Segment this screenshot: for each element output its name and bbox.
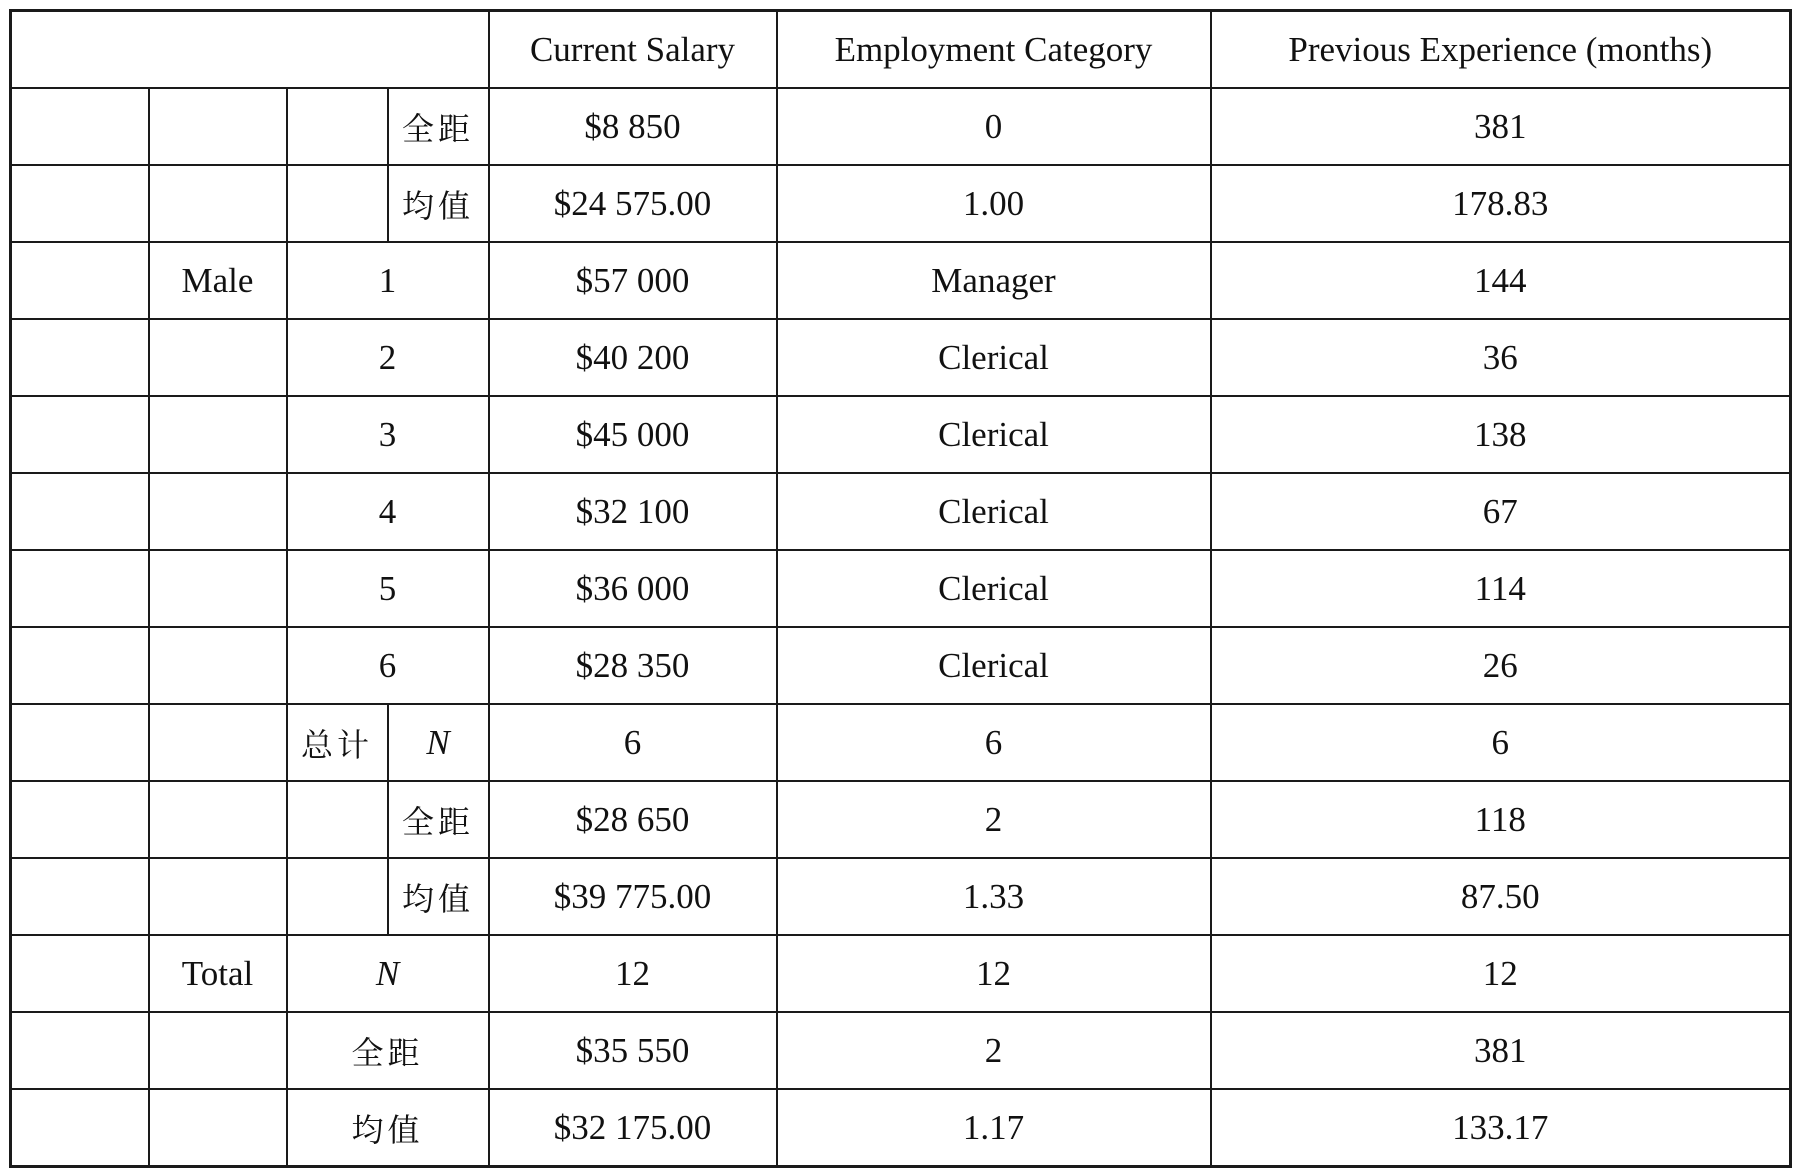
cell-employment-category: 1.33 [777, 858, 1211, 935]
empty-cell [149, 550, 287, 627]
cell-current-salary: $36 000 [489, 550, 777, 627]
table-row [11, 704, 1791, 781]
header-empty-cell [11, 11, 489, 89]
cell-employment-category: Clerical [777, 550, 1211, 627]
empty-cell [149, 88, 287, 165]
empty-cell [11, 781, 149, 858]
cell-employment-category: Manager [777, 242, 1211, 319]
empty-cell [149, 858, 287, 935]
cell-current-salary: $32 100 [489, 473, 777, 550]
empty-cell [11, 627, 149, 704]
empty-cell [11, 242, 149, 319]
empty-cell [11, 935, 149, 1012]
empty-cell [149, 396, 287, 473]
empty-cell [149, 473, 287, 550]
cell-previous-experience: 178.83 [1211, 165, 1791, 242]
cell-current-salary: $57 000 [489, 242, 777, 319]
cell-employment-category: 2 [777, 781, 1211, 858]
row-label: 全距 [388, 88, 489, 165]
table-wrapper [9, 9, 1789, 1149]
cell-current-salary: $28 350 [489, 627, 777, 704]
cell-previous-experience: 133.17 [1211, 1089, 1791, 1167]
subgroup-label-total: 总计 [287, 704, 388, 781]
cell-previous-experience: 381 [1211, 1012, 1791, 1089]
empty-cell [11, 858, 149, 935]
table-row [11, 396, 1791, 473]
empty-cell [11, 88, 149, 165]
empty-cell [11, 704, 149, 781]
empty-cell [149, 1012, 287, 1089]
cell-employment-category: Clerical [777, 627, 1211, 704]
row-label: N [388, 704, 489, 781]
cell-current-salary: 12 [489, 935, 777, 1012]
summary-statistics-table [9, 9, 1792, 1168]
table-row [11, 88, 1791, 165]
row-label: N [287, 935, 489, 1012]
cell-previous-experience: 67 [1211, 473, 1791, 550]
cell-current-salary: $32 175.00 [489, 1089, 777, 1167]
cell-current-salary: $39 775.00 [489, 858, 777, 935]
cell-employment-category: Clerical [777, 319, 1211, 396]
empty-cell [11, 396, 149, 473]
cell-current-salary: $28 650 [489, 781, 777, 858]
row-label: 4 [287, 473, 489, 550]
cell-employment-category: 2 [777, 1012, 1211, 1089]
cell-current-salary: $24 575.00 [489, 165, 777, 242]
group-label-total: Total [149, 935, 287, 1012]
cell-employment-category: 12 [777, 935, 1211, 1012]
cell-previous-experience: 26 [1211, 627, 1791, 704]
empty-cell [149, 165, 287, 242]
row-label: 1 [287, 242, 489, 319]
cell-previous-experience: 6 [1211, 704, 1791, 781]
cell-employment-category: Clerical [777, 396, 1211, 473]
cell-previous-experience: 36 [1211, 319, 1791, 396]
empty-cell [149, 1089, 287, 1167]
cell-current-salary: $8 850 [489, 88, 777, 165]
cell-employment-category: Clerical [777, 473, 1211, 550]
table-row [11, 1089, 1791, 1167]
empty-cell [11, 1012, 149, 1089]
empty-cell [287, 781, 388, 858]
cell-current-salary: $40 200 [489, 319, 777, 396]
cell-previous-experience: 118 [1211, 781, 1791, 858]
cell-current-salary: $45 000 [489, 396, 777, 473]
row-label: 均值 [388, 858, 489, 935]
column-header-current-salary: Current Salary [489, 11, 777, 89]
table-row [11, 935, 1791, 1012]
empty-cell [11, 473, 149, 550]
cell-previous-experience: 144 [1211, 242, 1791, 319]
table-row [11, 1012, 1791, 1089]
column-header-employment-category: Employment Category [777, 11, 1211, 89]
row-label: 2 [287, 319, 489, 396]
cell-current-salary: 6 [489, 704, 777, 781]
table-row [11, 165, 1791, 242]
cell-previous-experience: 381 [1211, 88, 1791, 165]
group-label-male: Male [149, 242, 287, 319]
cell-previous-experience: 138 [1211, 396, 1791, 473]
empty-cell [149, 319, 287, 396]
table-row [11, 627, 1791, 704]
empty-cell [149, 781, 287, 858]
cell-employment-category: 1.17 [777, 1089, 1211, 1167]
row-label: 全距 [287, 1012, 489, 1089]
row-label: 均值 [287, 1089, 489, 1167]
header-row [11, 11, 1791, 89]
row-label: 3 [287, 396, 489, 473]
row-label: 均值 [388, 165, 489, 242]
table-row [11, 319, 1791, 396]
table-row [11, 858, 1791, 935]
row-label: 6 [287, 627, 489, 704]
empty-cell [11, 165, 149, 242]
cell-employment-category: 6 [777, 704, 1211, 781]
empty-cell [287, 88, 388, 165]
row-label: 全距 [388, 781, 489, 858]
column-header-previous-experience: Previous Experience (months) [1211, 11, 1791, 89]
table-row [11, 242, 1791, 319]
cell-employment-category: 1.00 [777, 165, 1211, 242]
cell-previous-experience: 87.50 [1211, 858, 1791, 935]
empty-cell [149, 704, 287, 781]
empty-cell [11, 1089, 149, 1167]
empty-cell [149, 627, 287, 704]
empty-cell [11, 319, 149, 396]
empty-cell [287, 165, 388, 242]
row-label: 5 [287, 550, 489, 627]
table-row [11, 781, 1791, 858]
empty-cell [287, 858, 388, 935]
cell-current-salary: $35 550 [489, 1012, 777, 1089]
table-row [11, 473, 1791, 550]
cell-previous-experience: 12 [1211, 935, 1791, 1012]
cell-employment-category: 0 [777, 88, 1211, 165]
cell-previous-experience: 114 [1211, 550, 1791, 627]
empty-cell [11, 550, 149, 627]
table-row [11, 550, 1791, 627]
